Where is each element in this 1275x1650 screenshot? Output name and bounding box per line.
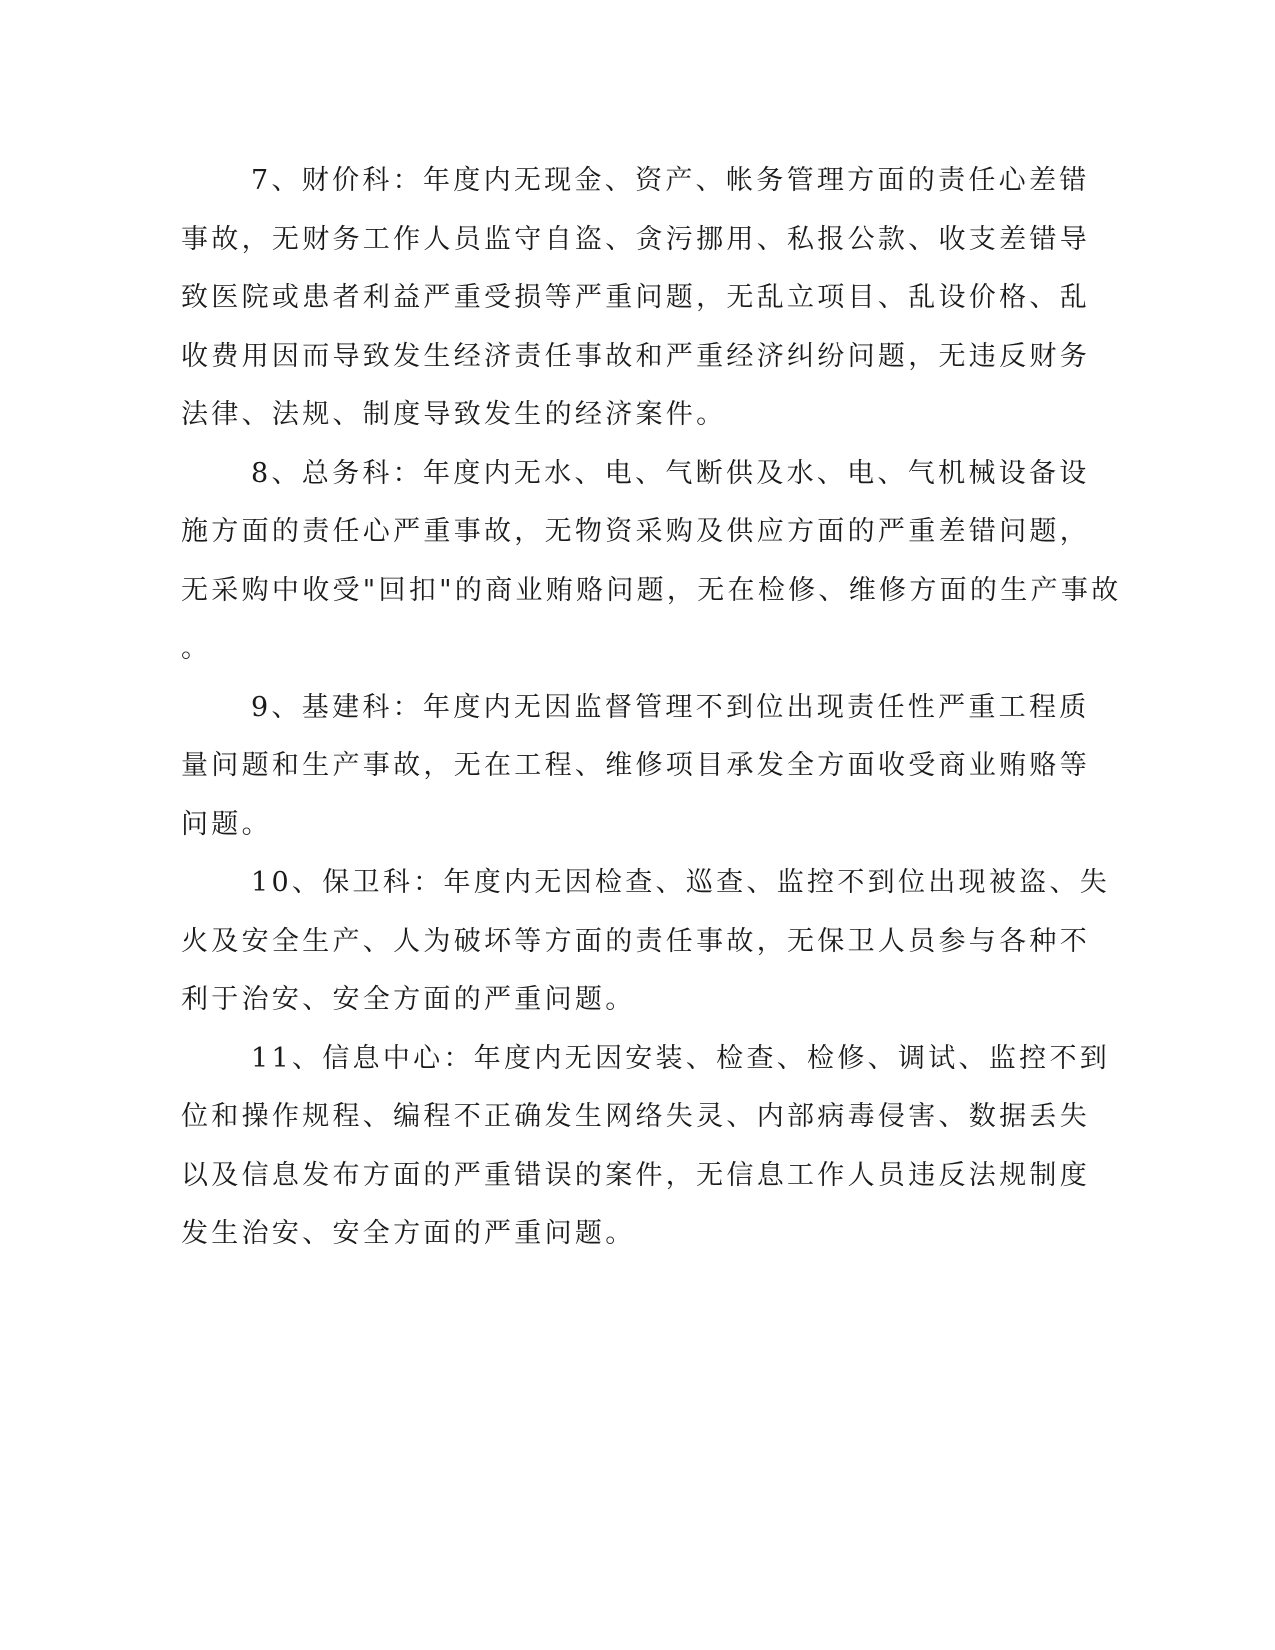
paragraph-8-line-1: 8、总务科：年度内无水、电、气断供及水、电、气机械设备设 — [251, 457, 1090, 489]
paragraph-7-line-1: 7、财价科：年度内无现金、资产、帐务管理方面的责任心差错 — [251, 165, 1090, 196]
paragraph-9-line-1: 9、基建科：年度内无因监督管理不到位出现责任性严重工程质 — [251, 691, 1090, 723]
paragraph-8-line-4: 。 — [181, 633, 212, 664]
paragraph-8-line-3: 无采购中收受"回扣"的商业贿赂问题，无在检修、维修方面的生产事故 — [181, 574, 1122, 606]
paragraph-10-line-2: 火及安全生产、人为破坏等方面的责任事故，无保卫人员参与各种不 — [181, 925, 1090, 957]
paragraph-9-line-3: 问题。 — [181, 808, 272, 840]
paragraph-7-line-3: 致医院或患者利益严重受损等严重问题，无乱立项目、乱设价格、乱 — [181, 282, 1090, 313]
paragraph-11-line-1: 11、信息中心：年度内无因安装、检查、检修、调试、监控不到 — [251, 1042, 1111, 1074]
paragraph-11-line-2: 位和操作规程、编程不正确发生网络失灵、内部病毒侵害、数据丢失 — [181, 1101, 1090, 1132]
paragraph-10-line-3: 利于治安、安全方面的严重问题。 — [181, 984, 636, 1015]
document-body — [181, 158, 1122, 1270]
paragraph-9-line-2: 量问题和生产事故，无在工程、维修项目承发全方面收受商业贿赂等 — [181, 750, 1090, 781]
paragraph-7-line-2: 事故，无财务工作人员监守自盗、贪污挪用、私报公款、收支差错导 — [181, 223, 1090, 255]
paragraph-11-line-3: 以及信息发布方面的严重错误的案件，无信息工作人员违反法规制度 — [181, 1159, 1090, 1191]
paragraph-7-line-4: 收费用因而导致发生经济责任事故和严重经济纠纷问题，无违反财务 — [181, 340, 1090, 372]
paragraph-7-line-5: 法律、法规、制度导致发生的经济案件。 — [181, 399, 727, 430]
paragraph-11-line-4: 发生治安、安全方面的严重问题。 — [181, 1218, 636, 1249]
paragraph-8-line-2: 施方面的责任心严重事故，无物资采购及供应方面的严重差错问题， — [181, 516, 1090, 547]
paragraph-10-line-1: 10、保卫科：年度内无因检查、巡查、监控不到位出现被盗、失 — [251, 867, 1111, 898]
